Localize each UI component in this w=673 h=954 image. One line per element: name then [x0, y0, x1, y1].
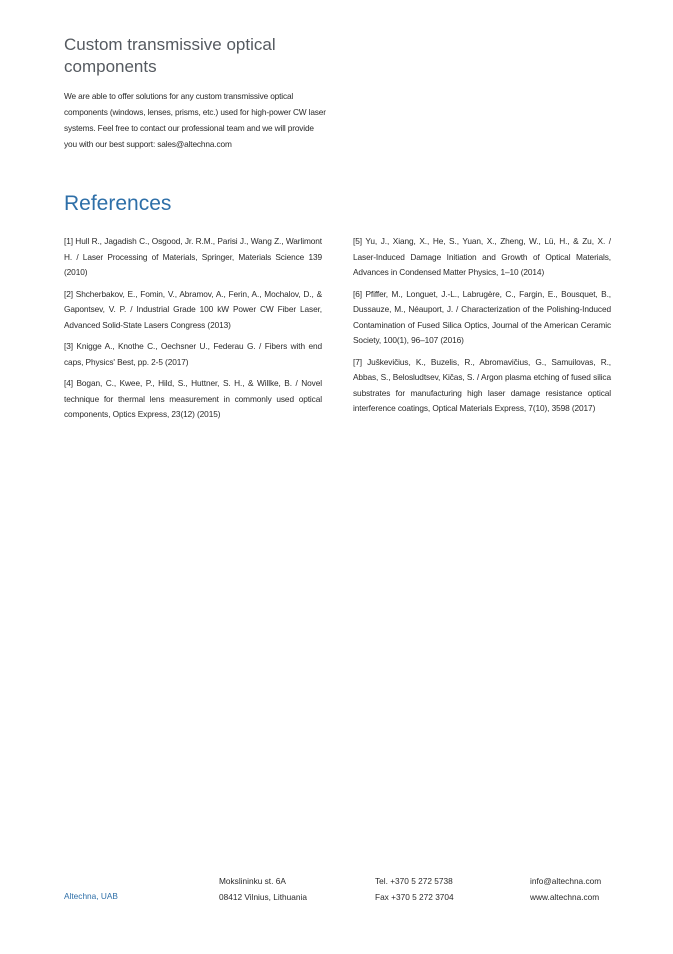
page-footer	[0, 874, 673, 914]
references-column-left	[64, 234, 322, 429]
footer-email-link[interactable]: info@altechna.com	[530, 876, 602, 886]
reference-item: [7] Juškevičius, K., Buzelis, R., Abromavičius, G., Samuilovas, R., Abbas, S., Belosludtsev, Kičas, S. / Argon plasma etching of fused silica substrates for manufacturing high laser damage resistance optical interference coatings, Optical Materials Express, 7(10), 3598 (2017)	[353, 356, 611, 413]
footer-address-line: Mokslininku st. 6A	[219, 876, 286, 886]
references-heading: References	[64, 192, 172, 215]
reference-item: [5] Yu, J., Xiang, X., He, S., Yuan, X., Zheng, W., Lü, H., & Zu, X. / Laser-Induced Damage Initiation and Growth of Optical Materials, Advances in Condensed Matter Physics, 1–10 (2014)	[353, 236, 611, 277]
section-body-text: We are able to offer solutions for any custom transmissive optical components (windows, lenses, prisms, etc.) used for high-power CW laser systems. Feel free to contact our professional team and we will provide you with our best support: sales@altechna.com	[64, 91, 326, 149]
footer-fax: Fax +370 5 272 3704	[375, 891, 454, 902]
footer-tel: Tel. +370 5 272 5738	[375, 876, 453, 886]
reference-item: [2] Shcherbakov, E., Fomin, V., Abramov, A., Ferin, A., Mochalov, D., & Gapontsev, V. P. / Industrial Grade 100 kW Power CW Fiber Laser, Advanced Solid-State Lasers Congress (2013)	[64, 288, 322, 330]
footer-address	[219, 874, 307, 905]
reference-item: [3] Knigge A., Knothe C., Oechsner U., Federau G. / Fibers with end caps, Physics' Best, pp. 2-5 (2017)	[64, 341, 322, 367]
reference-item: [6] Pfiffer, M., Longuet, J.-L., Labrugère, C., Fargin, E., Bousquet, B., Dussauze, M., Néauport, J. / Characterization of the Polishing-Induced Contamination of Fused Silica Optics, Journal of the American Ceramic Society, 100(1), 96–107 (2016)	[353, 288, 611, 345]
references-column-right	[353, 234, 611, 423]
footer-contact	[530, 874, 601, 905]
section-title: Custom transmissive optical components	[64, 35, 276, 76]
reference-item: [1] Hull R., Jagadish C., Osgood, Jr. R.M., Parisi J., Wang Z., Warlimont H. / Laser Processing of Materials, Springer, Materials Science 139 (2010)	[64, 236, 322, 277]
footer-website-link[interactable]: www.altechna.com	[530, 891, 600, 902]
footer-phone	[375, 874, 454, 905]
footer-address-line: 08412 Vilnius, Lithuania	[219, 891, 307, 902]
reference-item: [4] Bogan, C., Kwee, P., Hild, S., Huttner, S. H., & Willke, B. / Novel technique for thermal lens measurement in commonly used optical components, Optics Express, 23(12) (2015)	[64, 378, 322, 419]
footer-company-name: Altechna, UAB	[64, 891, 118, 901]
